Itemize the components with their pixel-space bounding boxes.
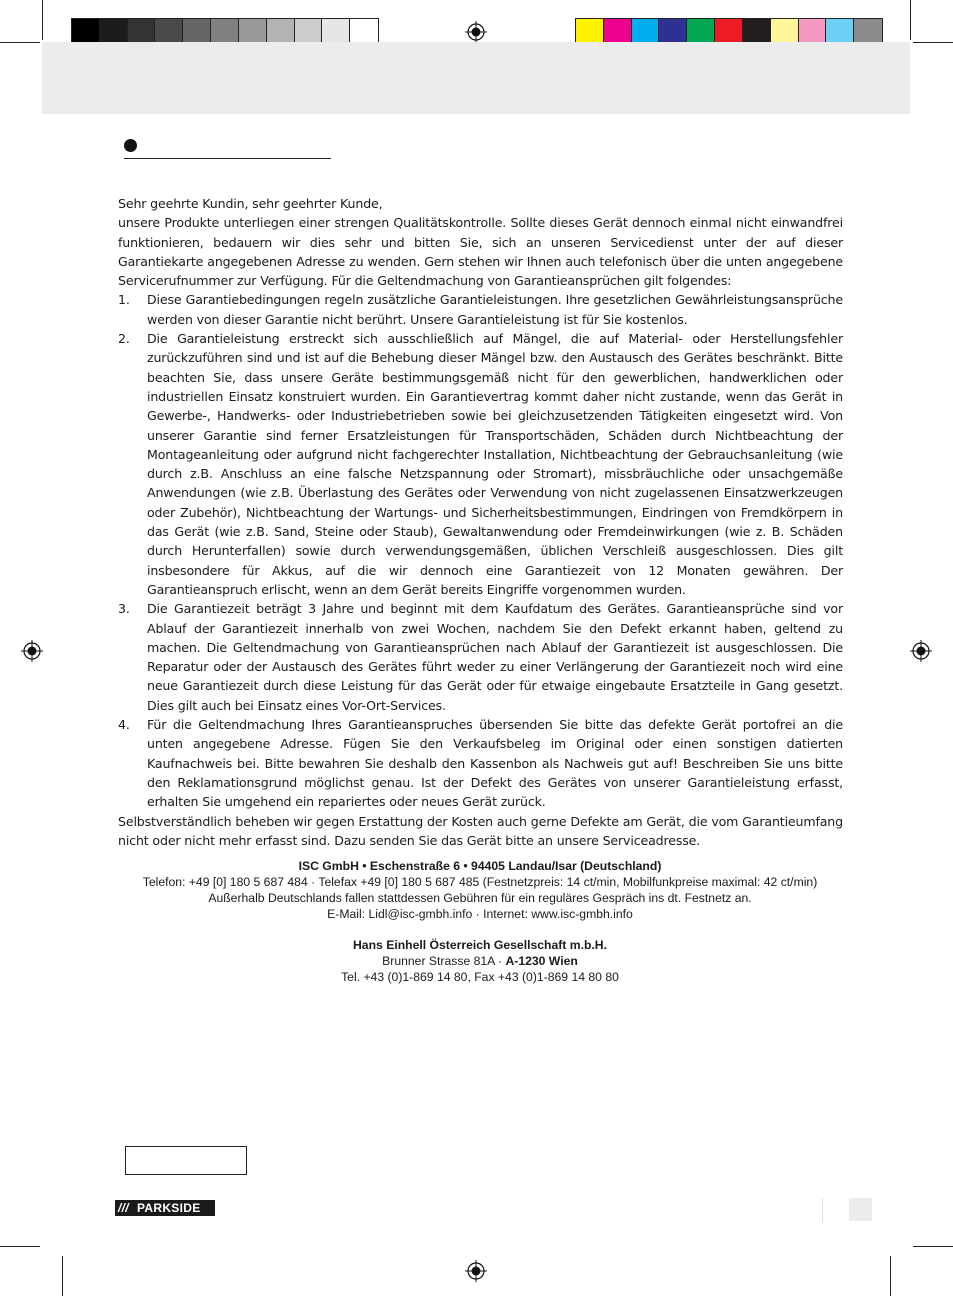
isc-phone-line: Telefon: +49 [0] 180 5 687 484 · Telefax +49 [0] 180 5 687 485 (Festnetzpreis: 14 ct/min, Mobilfunkpreise maximal: 42 ct/min) [142, 875, 818, 889]
crop-mark [913, 42, 953, 43]
austria-address-block [100, 937, 860, 985]
list-item-text: Für die Geltendmachung Ihres Garantieanspruches übersenden Sie bitte das defekte Gerät portofrei an die unten angegebene Adresse. Fügen Sie den Verkaufsbeleg im Original oder einen sonstigen datierten Kaufnachweis bei. Bitte bewahren Sie deshalb den Kassenbon als Nachweis gut auf! Beschreiben Sie uns bitte den Reklamationsgrund möglichst genau. Ist der Defekt des Gerätes von unserer Garantieleistung erfasst, erhalten Sie umgehend ein repariertes oder neues Gerät zurück. [147, 717, 843, 810]
logo-wordmark: PARKSIDE [137, 1201, 201, 1215]
list-item [118, 290, 843, 329]
warranty-text [118, 194, 843, 850]
registration-mark-icon [465, 21, 487, 43]
parkside-logo [115, 1200, 215, 1216]
list-number: 3. [118, 601, 130, 617]
crop-mark [0, 1246, 40, 1247]
section-rule [124, 158, 331, 159]
warranty-conditions-list [118, 290, 843, 811]
page-divider [822, 1198, 823, 1222]
isc-fee-line: Außerhalb Deutschlands fallen stattdessen Gebühren für ein reguläres Gespräch ins dt. Festnetz an. [208, 891, 752, 905]
list-item-text: Die Garantiezeit beträgt 3 Jahre und beginnt mit dem Kaufdatum des Gerätes. Garantieansprüche sind vor Ablauf der Garantiezeit innerhalb von zwei Wochen, nachdem Sie den Defekt erkannt haben, geltend zu machen. Die Geltendmachung von Garantieansprüchen nach Ablauf der Garantiezeit ist ausgeschlossen. Die Reparatur oder der Austausch des Gerätes führt weder zu einer Verlängerung der Garantiezeit noch wird eine neue Garantiezeit durch diese Leistung für das Gerät oder für etwaige eingebaute Ersatzteile in Gang gesetzt. Dies gilt auch bei Einsatz eines Vor-Ort-Services. [147, 601, 843, 713]
crop-mark [62, 1256, 63, 1296]
austria-street-line [100, 953, 860, 969]
registration-mark-icon [910, 640, 932, 662]
closing-paragraph: Selbstverständlich beheben wir gegen Erstattung der Kosten auch gerne Defekte am Gerät, die vom Garantieumfang nicht oder nicht mehr erfasst sind. Dazu senden Sie das Gerät bitte an unsere Serviceadresse. [118, 813, 843, 848]
registration-mark-icon [21, 640, 43, 662]
section-bullet-icon [124, 139, 137, 152]
austria-city: A-1230 Wien [505, 954, 578, 968]
austria-phone-line: Tel. +43 (0)1-869 14 80, Fax +43 (0)1-869 14 80 80 [341, 970, 619, 984]
list-item [118, 715, 843, 811]
crop-mark [890, 1256, 891, 1296]
crop-mark [42, 0, 43, 40]
austria-street: Brunner Strasse 81A · [382, 954, 506, 968]
empty-label-box [125, 1146, 247, 1175]
austria-company-line: Hans Einhell Österreich Gesellschaft m.b.H. [353, 938, 607, 952]
isc-contact-line: E-Mail: Lidl@isc-gmbh.info · Internet: www.isc-gmbh.info [327, 907, 633, 921]
list-item-text: Die Garantieleistung erstreckt sich ausschließlich auf Mängel, die auf Material- oder Herstellungsfehler zurückzuführen sind und ist auf die Behebung dieser Mängel bzw. den Austausch des Gerätes beschränkt. Bitte beachten Sie, dass unsere Geräte bestimmungsgemäß nicht für den gewerblichen, handwerklichen oder industriellen Einsatz konstruiert wurden. Ein Garantievertrag kommt daher nicht zustande, wenn das Gerät in Gewerbe-, Handwerks- oder Industriebetrieben sowie bei gleichzusetzenden Tätigkeiten eingesetzt wird. Von unserer Garantie sind ferner Ersatzleistungen für Transportschäden, Schäden durch Nichtbeachtung der Montageanleitung oder aufgrund nicht fachgerechter Installation, Nichtbeachtung der Gebrauchsanleitung (wie durch z.B. Anschluss an eine falsche Netzspannung oder Stromart), missbräuchliche oder unsachgemäße Anwendungen (wie z.B. Überlastung des Gerätes oder Verwendung von nicht zugelassenen Einsatzwerkzeugen oder Zubehör), Nichtbeachtung der Wartungs- und Sicherheitsbestimmungen, Eindringen von Fremdkörpern in das Gerät (wie z.B. Sand, Steine oder Staub), Gewaltanwendung oder Fremdeinwirkungen (wie z. B. Schäden durch Herunterfallen) sowie durch verwendungsgemäßen, üblichen Verschleiß ausgeschlossen. Dies gilt insbesondere für Akkus, auf die wir dennoch eine Garantiezeit von 12 Monaten gewähren. Der Garantieanspruch erlischt, wenn an dem Gerät bereits Eingriffe vorgenommen wurden. [147, 331, 843, 597]
greeting: Sehr geehrte Kundin, sehr geehrter Kunde, [118, 196, 383, 211]
header-band [42, 42, 910, 114]
logo-stripes: /// [118, 1201, 129, 1215]
list-item [118, 599, 843, 715]
page-number-box [849, 1198, 872, 1221]
list-item-text: Diese Garantiebedingungen regeln zusätzliche Garantieleistungen. Ihre gesetzlichen Gewährleistungsansprüche werden von dieser Garantie nicht berührt. Unsere Garantieleistung ist für Sie kostenlos. [147, 292, 843, 327]
list-number: 2. [118, 331, 130, 347]
crop-mark [910, 0, 911, 40]
crop-mark [913, 1246, 953, 1247]
isc-address-block [100, 858, 860, 922]
list-item [118, 329, 843, 599]
crop-mark [0, 42, 40, 43]
registration-mark-icon [465, 1260, 487, 1282]
list-number: 4. [118, 717, 130, 733]
list-number: 1. [118, 292, 130, 308]
isc-company-line: ISC GmbH • Eschenstraße 6 • 94405 Landau/Isar (Deutschland) [298, 859, 662, 873]
intro-paragraph: unsere Produkte unterliegen einer strengen Qualitätskontrolle. Sollte dieses Gerät dennoch einmal nicht einwandfrei funktionieren, bedauern wir dies sehr und bitten Sie, sich an unseren Servicedienst unter der auf dieser Garantiekarte angegebenen Adresse zu wenden. Gern stehen wir Ihnen auch telefonisch über die unten angegebene Servicerufnummer zur Verfügung. Für die Geltendmachung von Garantieansprüchen gilt folgendes: [118, 215, 843, 289]
